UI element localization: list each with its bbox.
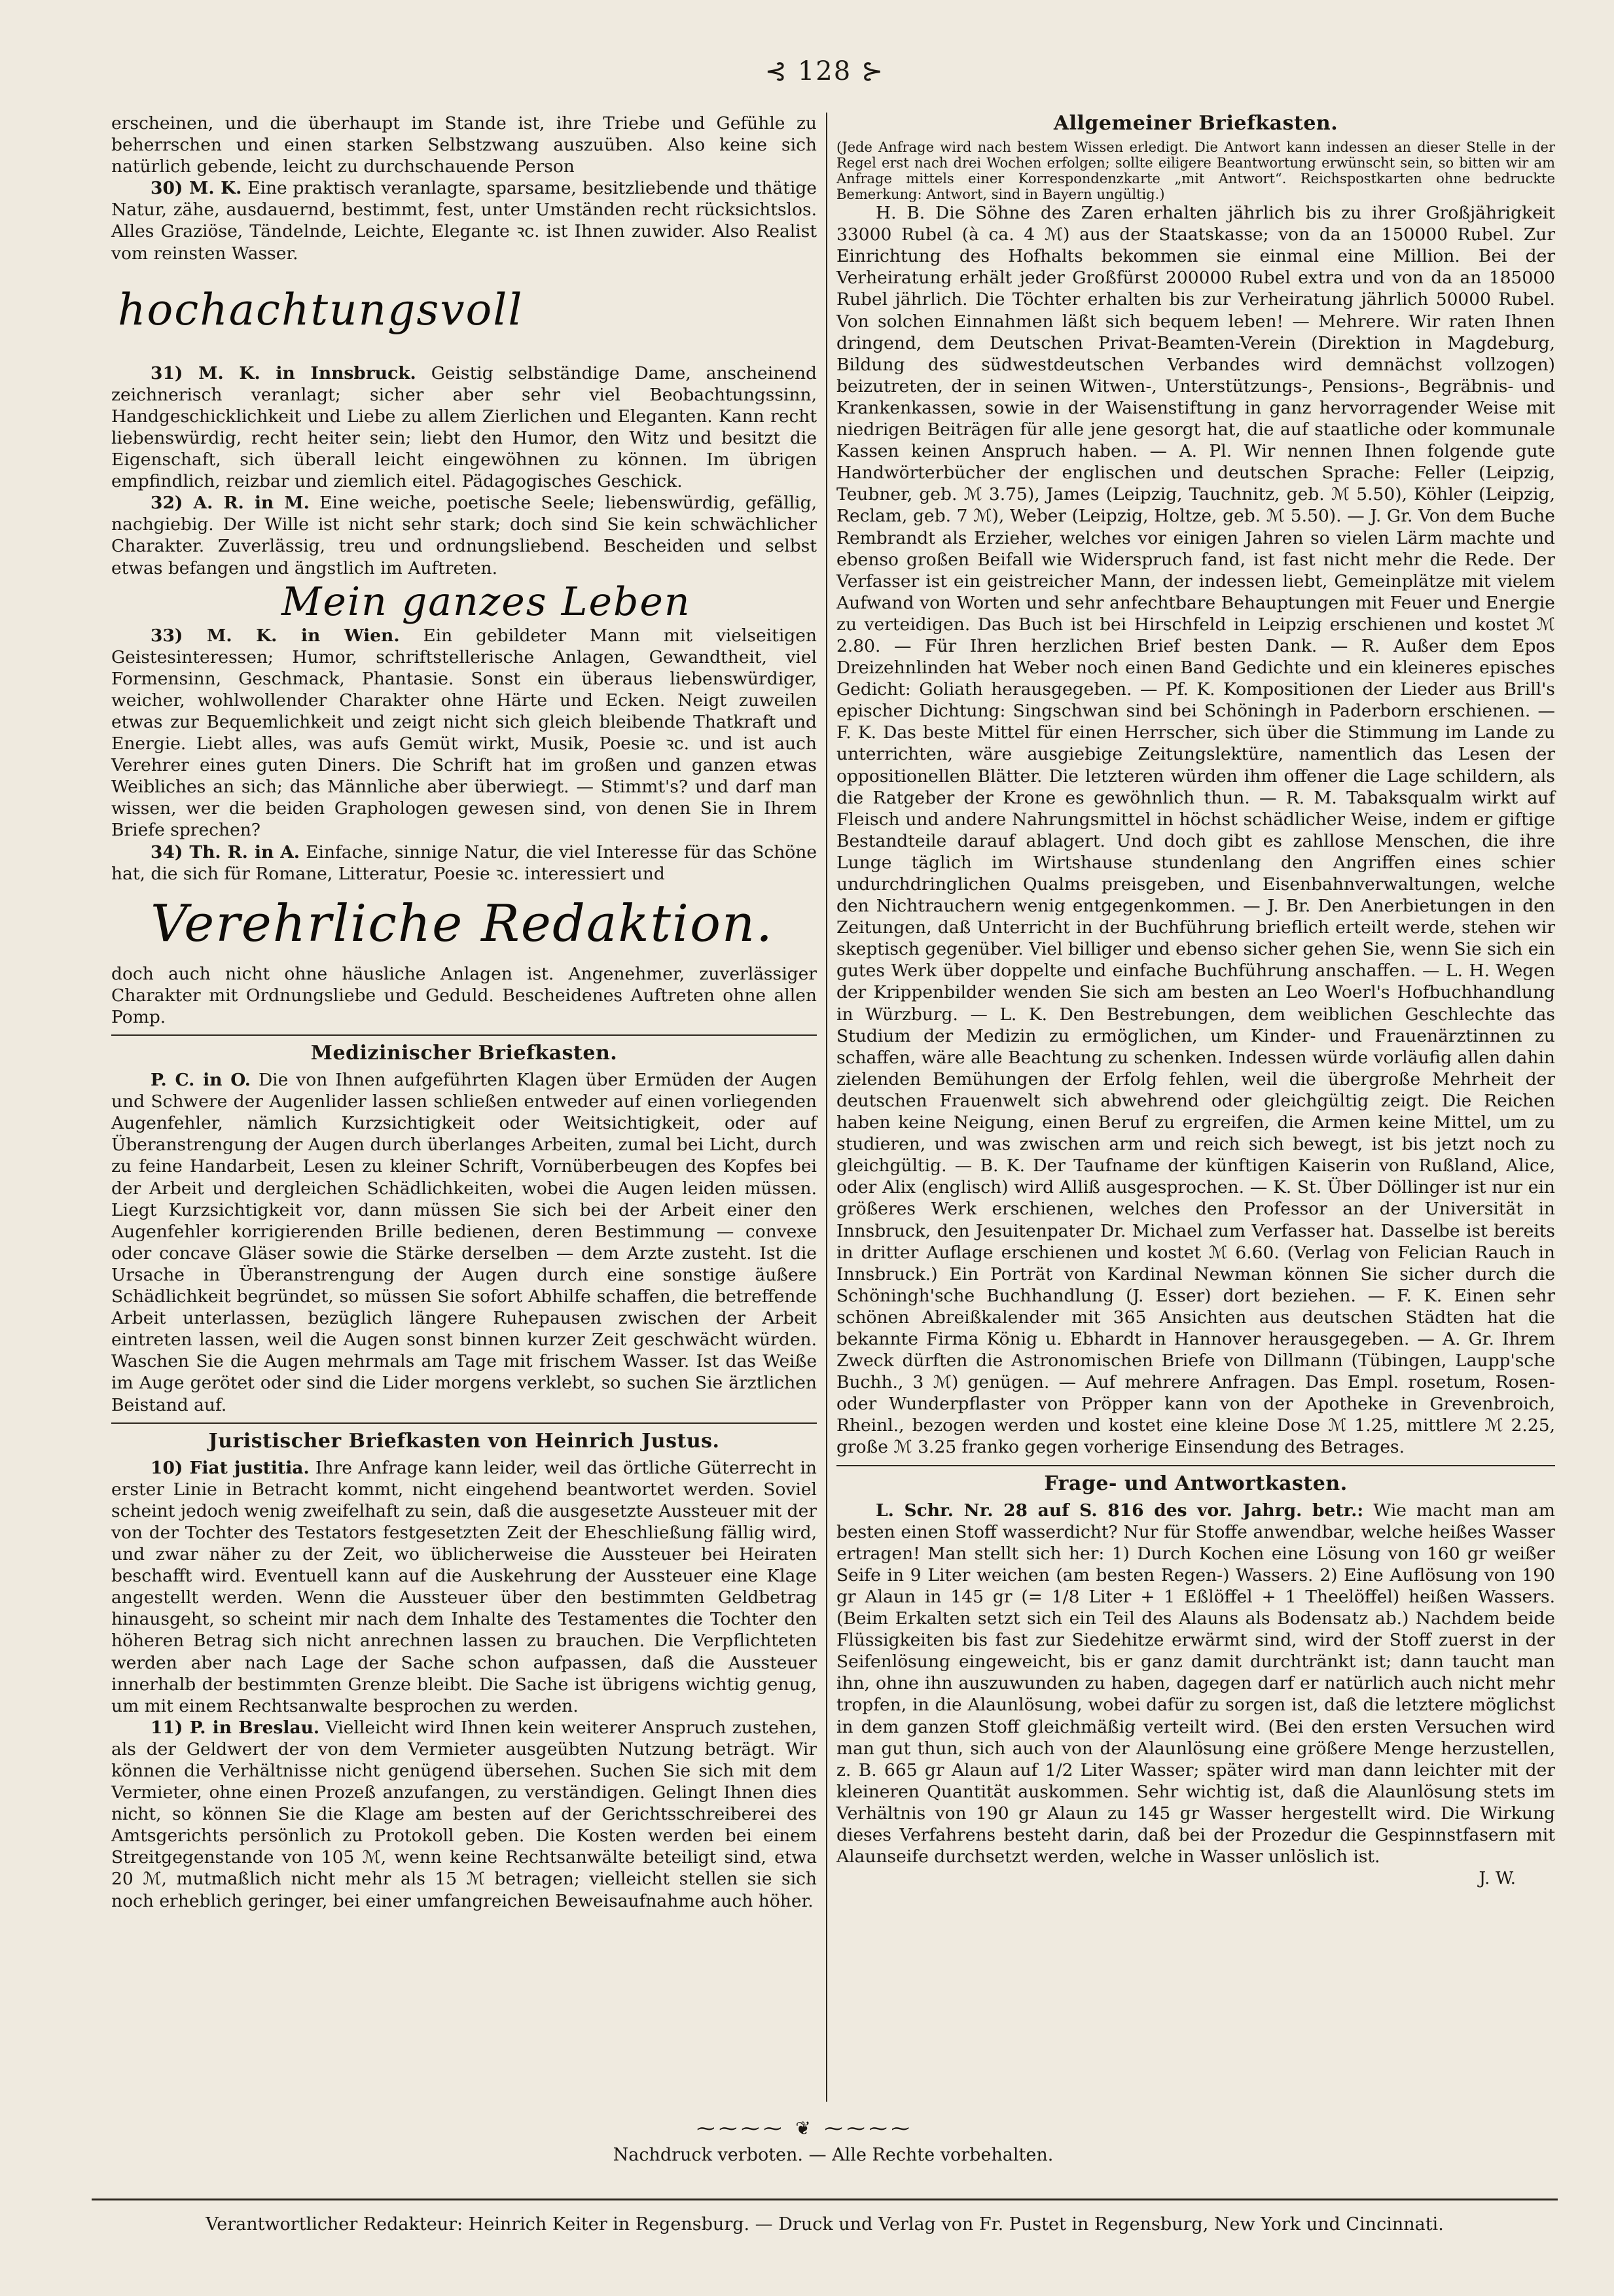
entry-33 — [111, 625, 817, 841]
entry-34 — [111, 841, 817, 885]
right-column — [836, 113, 1555, 1889]
entry-30-text: Eine praktisch veranlagte, sparsame, besitzliebende und thätige Natur, zähe, ausdauernd, bestimmt, fest, unter Umständen recht rücksichtslos. Alles Graziöse, Tändelnde, Leichte, Elegante ꝛc. ist Ihnen zuwider. Also Realist vom reinsten Wasser. — [111, 178, 817, 264]
entry-32-label: 32) A. R. in M. — [151, 493, 310, 514]
legal-entry-11 — [111, 1717, 817, 1912]
entry-30-label: 30) M. K. — [151, 178, 242, 199]
qa-signature: J. W. — [1479, 1868, 1516, 1889]
section-divider — [111, 1034, 817, 1036]
section-divider — [836, 1465, 1555, 1466]
legal-entry-11-text: Vielleicht wird Ihnen kein weiterer Anspruch zustehen, als der Geldwert der von dem Vermieter ausgeübten Nutzung beträgt. Wir können die Verhältnisse nicht genügend übersehen. Suchen Sie sich mit dem Vermieter, ohne einen Prozeß anzufangen, zu verständigen. Gelingt Ihnen dies nicht, so können Sie die Klage am besten auf der Gerichtsschreiberei des Amtsgerichts persönlich zu Protokoll geben. Die Kosten werden bei einem Streitgegenstande von 105 ℳ, wenn keine Rechtsanwälte beteiligt sind, etwa 20 ℳ, mutmaßlich nicht mehr als 15 ℳ betragen; vielleicht stellen sie sich noch erheblich geringer, bei einer umfangreichen Beweisaufnahme auch höher. — [111, 1717, 817, 1911]
left-column — [111, 113, 817, 1912]
entry-32 — [111, 492, 817, 578]
column-divider — [826, 113, 827, 2102]
reprint-notice: Nachdruck verboten. — Alle Rechte vorbehalten. — [613, 2145, 1054, 2165]
medical-entry-label: P. C. in O. — [151, 1070, 251, 1091]
qa-entry-label: L. Schr. Nr. 28 auf S. 816 des vor. Jahrg. betr.: — [876, 1500, 1364, 1521]
legal-entry-10-label: 10) Fiat justitia. — [151, 1457, 310, 1478]
handwriting-sample-3: Verehrliche Redaktion. — [151, 894, 774, 953]
entry-33-label: 33) M. K. in Wien. — [151, 625, 400, 646]
qa-section-title: Frage- und Antwortkasten. — [1044, 1472, 1348, 1495]
page-number: ⊰ 128 ⊱ — [764, 56, 885, 86]
imprint-footer: Verantwortlicher Redakteur: Heinrich Keiter in Regensburg. — Druck und Verlag von Fr. Pustet in Regensburg, New York und Cincinnati. — [206, 2214, 1444, 2234]
footer-rule — [92, 2199, 1558, 2200]
medical-entry-text: Die von Ihnen aufgeführten Klagen über Ermüden der Augen und Schwere der Augenlider lassen schließen entweder auf einen vorliegenden Augenfehler, nämlich Kurzsichtigkeit oder Weitsichtigkeit, oder auf Überanstrengung der Augen durch überlanges Arbeiten, zumal bei Licht, durch zu feine Handarbeit, Lesen zu kleiner Schrift, Vornüberbeugen des Kopfes bei der Arbeit und dergleichen Schädlichkeiten, wobei die Augen leiden müssen. Liegt Kurzsichtigkeit vor, dann müssen Sie sich bei der Arbeit einer den Augenfehler korrigierenden Brille bedienen, deren Bestimmung — convexe oder concave Gläser sowie die Stärke derselben — dem Arzte zusteht. Ist die Ursache in Überanstrengung der Augen durch eine sonstige äußere Schädlichkeit begründet, so müssen Sie sofort Abhilfe schaffen, die betreffende Arbeit unterlassen, bezüglich längere Ruhepausen zwischen der Arbeit eintreten lassen, weil die Augen sonst binnen kurzer Zeit geschwächt würden. Waschen Sie die Augen mehrmals am Tage mit frischem Wasser. Ist das Weiße im Auge gerötet oder sind die Lider morgens verklebt, so suchen Sie ärztlichen Beistand auf. — [111, 1070, 817, 1415]
handwriting-sample-2: Mein ganzes Leben — [281, 578, 691, 625]
general-section-note: (Jede Anfrage wird nach bestem Wissen erledigt. Die Antwort kann indessen an dieser Stelle in der Regel erst nach drei Wochen erfolgen; sollte eiligere Beantwortung erwünscht sein, so bitten wir am Anfrage mittels einer Korrespondenzkarte „mit Antwort“. Reichspostkarten ohne bedruckte Bemerkung: Antwort, sind in Bayern ungültig.) — [836, 139, 1555, 203]
qa-entry-text: Wie macht man am besten einen Stoff wasserdicht? Nur für Stoffe anwendbar, welche heißes Wasser ertragen! Man stellt sich her: 1) Durch Kochen eine Lösung von 160 gr weißer Seife in 9 Liter weichen (am besten Regen-) Wassers. 2) Eine Auflösung von 190 gr Alaun in 145 gr (= 1/8 Liter + 1 Eßlöffel + 1 Theelöffel) heißen Wassers. (Beim Erkalten setzt sich ein Teil des Alauns als Bodensatz ab.) Nachdem beide Flüssigkeiten bis fast zur Siedehitze erwärmt sind, wird der Stoff zuerst in der Seifenlösung eingeweicht, bis er ganz damit durchtränkt ist; dann taucht man ihn, ohne ihn auszuwunden zu haben, dagegen darf er natürlich auch nicht mehr tropfen, in die Alaunlösung, wobei dafür zu sorgen ist, daß die letztere möglichst in dem ganzen Stoff gleichmäßig verteilt wird. (Bei den ersten Versuchen wird man gut thun, sich auch von der Alaunlösung eine größere Menge herzustellen, z. B. 665 gr Alaun auf 1/2 Liter Wasser; später wird man dann leichter mit der kleineren Quantität auskommen. Sehr wichtig ist, daß die Alaunlösung stets im Verhältnis von 190 gr Alaun zu 145 gr Wasser hergestellt wird. Die Wirkung dieses Verfahrens besteht darin, daß bei der Prozedur die Gespinnstfasern mit Alaunseife durchsetzt werden, welche in Wasser unlöslich ist. — [836, 1500, 1555, 1867]
medical-section-title: Medizinischer Briefkasten. — [310, 1042, 618, 1065]
legal-entry-10-text: Ihre Anfrage kann leider, weil das örtliche Güterrecht in erster Linie in Betracht kommt, nicht eingehend beantwortet werden. Soviel scheint jedoch wenig zweifelhaft zu sein, daß die ausgesetzte Aussteuer mit der von der Tochter des Testators festgesetzten Zeit der Eheschließung fällig wird, und zwar näher zu der Zeit, wo üblicherweise die Aussteuer bei Heiraten beschafft wird. Eventuell kann auf die Auskehrung der Aussteuer eine Klage angestellt werden. Wenn die Aussteuer über den bestimmten Geldbetrag hinausgeht, so scheint mir nach dem Inhalte des Testamentes die Tochter den höheren Betrag sich nicht anrechnen lassen zu brauchen. Die Verpflichteten werden aber nach Lage der Sache schon aufpassen, daß die Aussteuer innerhalb der bestimmten Grenze bleibt. Die Sache ist übrigens wichtig genug, um mit einem Rechtsanwalte besprochen zu werden. — [111, 1457, 817, 1716]
entry-34-continued: doch auch nicht ohne häusliche Anlagen ist. Angenehmer, zuverlässiger Charakter mit Ordnungsliebe und Geduld. Bescheidenes Auftreten ohne allen Pomp. — [111, 963, 817, 1027]
legal-entry-10 — [111, 1457, 817, 1717]
page-number-value: 128 — [797, 56, 852, 86]
entry-30 — [111, 177, 817, 264]
entry-34-label: 34) Th. R. in A. — [151, 841, 300, 862]
legal-section-title: Juristischer Briefkasten von Heinrich Justus. — [208, 1429, 720, 1453]
qa-entry — [836, 1500, 1555, 1868]
medical-entry — [111, 1069, 817, 1416]
handwriting-sample-1: hochachtungsvoll — [118, 284, 524, 335]
entry-32-text: Eine weiche, poetische Seele; liebenswürdig, gefällig, nachgiebig. Der Wille ist nicht sehr stark; doch sind Sie kein schwächlicher Charakter. Zuverlässig, treu und ordnungsliebend. Bescheiden und selbst etwas befangen und ängstlich im Auftreten. — [111, 493, 817, 578]
entry-33-text: Ein gebildeter Mann mit vielseitigen Geistesinteressen; Humor, schriftstellerische Anlagen, Gewandtheit, viel Formensinn, Geschmack, Phantasie. Sonst ein überaus liebenswürdiger, weicher, wohlwollender Charakter ohne Härte und Ecken. Neigt zuweilen etwas zur Bequemlichkeit und zeigt nicht sich gleich bleibende Thatkraft und Energie. Liebt alles, was aufs Gemüt wirkt, Musik, Poesie ꝛc. und ist auch Verehrer eines guten Diners. Die Schrift hat im großen und ganzen etwas Weibliches an sich; das Männliche aber überwiegt. — Stimmt's? und darf man wissen, wer die beiden Graphologen gewesen sind, von denen Sie in Ihrem Briefe sprechen? — [111, 625, 817, 841]
intro-paragraph: erscheinen, und die überhaupt im Stande ist, ihre Triebe und Gefühle zu beherrschen und einen starken Selbstzwang auszuüben. Also keine sich natürlich gebende, leicht zu durchschauende Person — [111, 113, 817, 177]
ornament-divider: ⁓⁓⁓⁓ ❦ ⁓⁓⁓⁓ — [696, 2117, 914, 2139]
general-section-text: H. B. Die Söhne des Zaren erhalten jährlich bis zu ihrer Großjährigkeit 33000 Rubel (à ca. 4 ℳ) aus der Staatskasse; von da an 150000 Rubel. Zur Einrichtung des Hofhalts bekommen sie einmal eine Million. Bei der Verheiratung erhält jeder Großfürst 200000 Rubel extra und von da an 185000 Rubel jährlich. Die Töchter erhalten bis zur Verheiratung jährlich 50000 Rubel. Von solchen Einnahmen läßt sich bequem leben! — Mehrere. Wir raten Ihnen dringend, dem Deutschen Privat-Beamten-Verein (Direktion in Magdeburg, Bildung des südwestdeutschen Verbandes wird demnächst vollzogen) beizutreten, der in seinen Witwen-, Unterstützungs-, Pensions-, Begräbnis- und Krankenkassen, sowie in der Waisenstiftung in ganz hervorragender Weise mit niedrigen Beiträgen für alle jene gesorgt hat, die auf staatliche oder kommunale Kassen keinen Anspruch haben. — A. Pl. Wir nennen Ihnen folgende gute Handwörterbücher der englischen und deutschen Sprache: Feller (Leipzig, Teubner, geb. ℳ 3.75), James (Leipzig, Tauchnitz, geb. ℳ 5.50), Köhler (Leipzig, Reclam, geb. 7 ℳ), Weber (Leipzig, Holtze, geb. ℳ 5.50). — J. Gr. Von dem Buche Rembrandt als Erzieher, welches vor einigen Jahren so vielen Lärm machte und ebenso großen Beifall wie Widerspruch fand, ist fast nicht mehr die Rede. Der Verfasser ist ein geistreicher Mann, der indessen liebt, Gemeinplätze mit vielem Aufwand von Worten und sehr anfechtbare Behauptungen mit Feuer und Energie zu verteidigen. Das Buch ist bei Hirschfeld in Leipzig erschienen und kostet ℳ 2.80. — Für Ihren herzlichen Brief besten Dank. — R. Außer dem Epos Dreizehnlinden hat Weber noch einen Band Gedichte und ein kleineres episches Gedicht: Goliath herausgegeben. — Pf. K. Kompositionen der Lieder aus Brill's epischer Dichtung: Singschwan sind bei Schöningh in Paderborn erschienen. — F. K. Das beste Mittel für einen Herrscher, sich über die Stimmung im Lande zu unterrichten, wäre ausgiebige Zeitungslektüre, namentlich das Lesen der oppositionellen Blätter. Die letzteren würden ihm offener die Lage schildern, als die Ratgeber der Krone es gewöhnlich thun. — R. M. Tabaksqualm wirkt auf Fleisch und andere Nahrungsmittel in höchst schädlicher Weise, indem er giftige Bestandteile darauf ablagert. Und doch gibt es zahllose Menschen, die ihre Lunge täglich im Wirtshause stundenlang den Angriffen eines schier undurchdringlichen Qualms preisgeben, und Eisenbahnverwaltungen, welche den Nichtrauchern wenig entgegenkommen. — J. Br. Den Anerbietungen in den Zeitungen, daß Unterricht in der Buchführung brieflich erteilt werde, stehen wir skeptisch gegenüber. Viel billiger und ebenso sicher gehen Sie, wenn Sie sich ein gutes Werk über doppelte und einfache Buchführung anschaffen. — L. H. Wegen der Krippenbilder wenden Sie sich am besten an Leo Woerl's Hofbuchhandlung in Würzburg. — L. K. Den Bestrebungen, dem weiblichen Geschlechte das Studium der Medizin zu ermöglichen, um Kinder- und Frauenärztinnen zu schaffen, wäre alle Beachtung zu schenken. Indessen würde vorläufig allen dahin zielenden Bemühungen der Erfolg fehlen, weil die übergroße Mehrheit der deutschen Frauenwelt sich abwehrend oder gleichgültig zeigt. Die Reichen haben keine Neigung, einen Beruf zu ergreifen, die Armen keine Mittel, um zu studieren, und was zwischen arm und reich sich bewegt, ist bis jetzt noch zu gleichgültig. — B. K. Der Taufname der künftigen Kaiserin von Rußland, Alice, oder Alix (englisch) wird Alliß ausgesprochen. — K. St. Über Döllinger ist nur ein größeres Werk erschienen, welches den Professor an der Universität in Innsbruck, den Jesuitenpater Dr. Michael zum Verfasser hat. Dasselbe ist bereits in dritter Auflage erschienen und kostet ℳ 6.60. (Verlag von Felician Rauch in Innsbruck.) Ein Porträt von Kardinal Newman können Sie sicher durch die Schöningh'sche Buchhandlung (J. Esser) dort beziehen. — F. K. Einen sehr schönen Abreißkalender mit 365 Ansichten aus deutschen Städten hat die bekannte Firma König u. Ebhardt in Hannover herausgegeben. — A. Gr. Ihrem Zweck dürften die Astronomischen Briefe von Dillmann (Tübingen, Laupp'sche Buchh., 3 ℳ) genügen. — Auf mehrere Anfragen. Das Empl. rosetum, Rosen- oder Wunderpflaster von Pröpper kann von der Apotheke in Grevenbroich, Rheinl., bezogen werden und kostet eine kleine Dose ℳ 1.25, mittlere ℳ 2.25, große ℳ 3.25 franko gegen vorherige Einsendung des Betrages. — [836, 203, 1555, 1458]
entry-31-label: 31) M. K. in Innsbruck. — [151, 362, 416, 383]
general-section-title: Allgemeiner Briefkasten. — [1053, 112, 1338, 135]
section-divider — [111, 1422, 817, 1424]
legal-entry-11-label: 11) P. in Breslau. — [151, 1717, 320, 1738]
entry-31 — [111, 362, 817, 493]
entry-34-text: Einfache, sinnige Natur, die viel Interesse für das Schöne hat, die sich für Romane, Litteratur, Poesie ꝛc. interessiert und — [111, 841, 817, 884]
entry-31-text: Geistig selbständige Dame, anscheinend zeichnerisch veranlagt; sicher aber sehr viel Beobachtungssinn, Handgeschicklichkeit und Liebe zu allem Zierlichen und Eleganten. Kann recht liebenswürdig, recht heiter sein; liebt den Humor, den Witz und besitzt die Eigenschaft, sich überall leicht eingewöhnen zu können. Im übrigen empfindlich, reizbar und ziemlich eitel. Pädagogisches Geschick. — [111, 362, 817, 492]
